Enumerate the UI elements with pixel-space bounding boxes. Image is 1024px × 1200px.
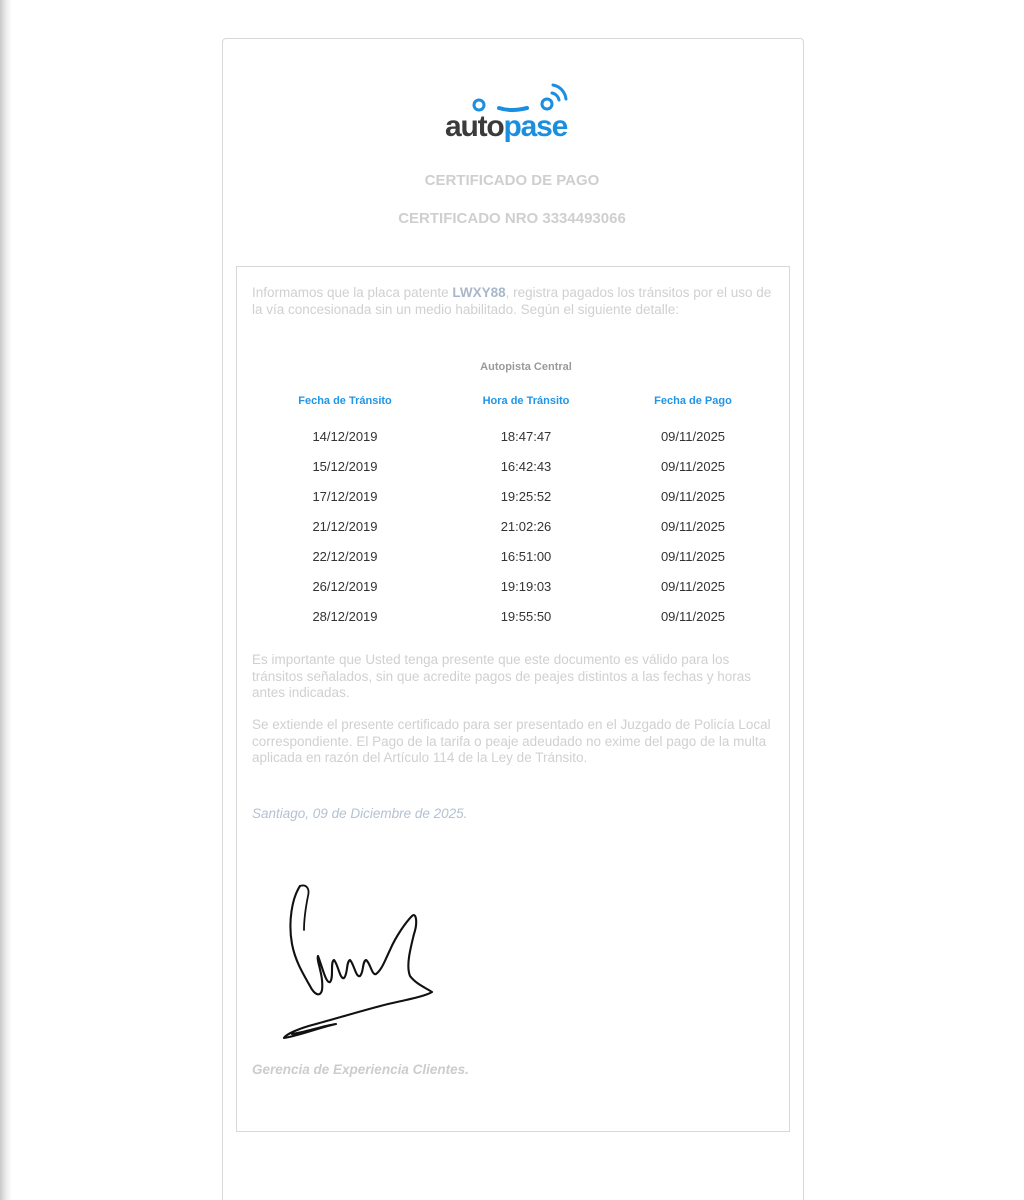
payment-date-cell: 09/11/2025 bbox=[660, 459, 726, 474]
highway-name: Autopista Central bbox=[480, 361, 572, 373]
table-row bbox=[0, 429, 1024, 449]
transit-date-cell: 15/12/2019 bbox=[312, 459, 378, 474]
transit-time-cell: 16:42:43 bbox=[500, 459, 552, 474]
certificate-title: CERTIFICADO DE PAGO bbox=[424, 172, 600, 189]
table-row bbox=[0, 489, 1024, 509]
table-row bbox=[0, 459, 1024, 479]
intro-paragraph bbox=[252, 285, 774, 318]
page-edge-shadow bbox=[0, 0, 12, 1200]
logo-word-pase: pase bbox=[503, 110, 568, 143]
header-transit-time: Hora de Tránsito bbox=[482, 395, 570, 407]
header-transit-date: Fecha de Tránsito bbox=[298, 395, 392, 407]
intro-text-end: , registra pagados los tránsitos por el uso de la vía concesionada sin un medio habilitado. Según el siguiente detalle: bbox=[252, 285, 772, 317]
transit-date-cell: 28/12/2019 bbox=[312, 609, 378, 624]
transit-date-cell: 21/12/2019 bbox=[312, 519, 378, 534]
logo-wordmark bbox=[445, 110, 585, 144]
certificate-number: CERTIFICADO NRO 3334493066 bbox=[398, 210, 626, 227]
payment-date-cell: 09/11/2025 bbox=[660, 429, 726, 444]
signatory: Gerencia de Experiencia Clientes. bbox=[252, 1062, 469, 1077]
intro-text-start: Informamos que la placa patente bbox=[252, 285, 453, 300]
transit-date-cell: 26/12/2019 bbox=[312, 579, 378, 594]
table-row bbox=[0, 549, 1024, 569]
logo-word-auto: auto bbox=[445, 110, 504, 143]
plate-number: LWXY88 bbox=[452, 285, 506, 300]
header-payment-date: Fecha de Pago bbox=[654, 395, 732, 407]
table-row bbox=[0, 609, 1024, 629]
transit-time-cell: 16:51:00 bbox=[500, 549, 552, 564]
payment-date-cell: 09/11/2025 bbox=[660, 519, 726, 534]
transit-time-cell: 19:55:50 bbox=[500, 609, 552, 624]
handwritten-signature bbox=[278, 874, 443, 1046]
transit-time-cell: 21:02:26 bbox=[500, 519, 552, 534]
transit-date-cell: 17/12/2019 bbox=[312, 489, 378, 504]
table-row bbox=[0, 579, 1024, 599]
transit-date-cell: 14/12/2019 bbox=[312, 429, 378, 444]
court-note: Se extiende el presente certificado para ser presentado en el Juzgado de Policía Local correspondiente. El Pago de la tarifa o peaje adeudado no exime del pago de la multa aplicada en razón del Artículo 114 de la Ley de Tránsito. bbox=[252, 717, 771, 765]
transit-time-cell: 18:47:47 bbox=[500, 429, 552, 444]
place-and-date: Santiago, 09 de Diciembre de 2025. bbox=[252, 806, 468, 821]
validity-note: Es importante que Usted tenga presente que este documento es válido para los tránsitos señalados, sin que acredite pagos de peajes distintos a las fechas y horas antes indicadas. bbox=[252, 652, 752, 700]
transit-date-cell: 22/12/2019 bbox=[312, 549, 378, 564]
payment-date-cell: 09/11/2025 bbox=[660, 609, 726, 624]
transit-time-cell: 19:19:03 bbox=[500, 579, 552, 594]
payment-date-cell: 09/11/2025 bbox=[660, 579, 726, 594]
autopase-logo bbox=[445, 76, 585, 146]
table-row bbox=[0, 519, 1024, 539]
payment-date-cell: 09/11/2025 bbox=[660, 489, 726, 504]
payment-date-cell: 09/11/2025 bbox=[660, 549, 726, 564]
transit-time-cell: 19:25:52 bbox=[500, 489, 552, 504]
